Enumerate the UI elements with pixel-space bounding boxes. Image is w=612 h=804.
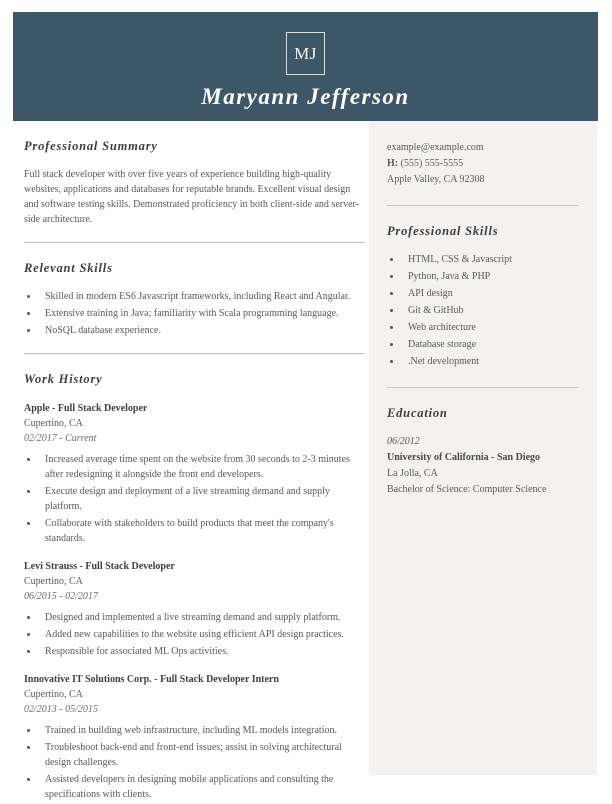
list-item: • Troubleshoot back-end and front-end issues; assist in solving architectural design challenges. xyxy=(39,740,365,770)
job-bullet-list xyxy=(39,452,365,546)
list-item: • Responsible for associated ML Ops activities. xyxy=(39,644,365,659)
education-heading: Education xyxy=(387,406,448,420)
education-school: University of California - San Diego xyxy=(387,452,541,463)
list-item: • Increased average time spent on the website from 30 seconds to 2-3 minutes after redesigning it alongside the front end developers. xyxy=(39,452,365,482)
work-history-heading: Work History xyxy=(24,371,103,386)
job-entry xyxy=(24,559,365,659)
section-relevant-skills xyxy=(24,259,365,338)
section-professional-summary xyxy=(24,137,365,227)
education-location: La Jolla, CA xyxy=(387,468,438,479)
relevant-skills-heading: Relevant Skills xyxy=(24,260,113,275)
professional-skills-heading: Professional Skills xyxy=(387,224,499,238)
section-divider xyxy=(387,387,579,388)
education-date: 06/2012 xyxy=(387,436,420,447)
contact-phone xyxy=(387,156,579,172)
contact-block xyxy=(387,140,579,188)
job-dates: 02/2017 - Current xyxy=(24,433,97,445)
candidate-name: Maryann Jefferson xyxy=(201,84,410,109)
job-entry xyxy=(24,401,365,546)
phone-number: (555) 555-5555 xyxy=(400,158,464,169)
summary-text: Full stack developer with over five years of experience building high-quality websites, applications and databases for reputable brands. Excellent visual design and software testing skills. Demonstrated proficiency in both client-side and server-side architecture. xyxy=(24,168,359,225)
list-item: • Collaborate with stakeholders to build products that meet the company's standards. xyxy=(39,516,365,546)
job-title: Levi Strauss - Full Stack Developer xyxy=(24,561,175,573)
list-item: • API design xyxy=(402,286,579,302)
list-item: • Extensive training in Java; familiarity with Scala programming language. xyxy=(39,306,365,321)
monogram-badge xyxy=(286,32,325,75)
job-title: Apple - Full Stack Developer xyxy=(24,403,148,415)
list-item: • .Net development xyxy=(402,354,579,370)
list-item: • Web architecture xyxy=(402,320,579,336)
section-education xyxy=(387,403,579,498)
monogram-initials: MJ xyxy=(294,43,317,63)
contact-address: Apple Valley, CA 92308 xyxy=(387,174,485,185)
list-item: • Designed and implemented a live streaming demand and supply platform. xyxy=(39,610,365,625)
job-bullet-list xyxy=(39,610,365,659)
section-divider xyxy=(24,353,365,354)
list-item: • Added new capabilities to the website using efficient API design practices. xyxy=(39,627,365,642)
section-divider xyxy=(387,205,579,206)
section-professional-skills xyxy=(387,221,579,370)
job-title: Innovative IT Solutions Corp. - Full Stack Developer Intern xyxy=(24,674,279,686)
job-entry xyxy=(24,672,365,802)
relevant-skills-list xyxy=(39,289,365,338)
phone-label: H: xyxy=(387,158,399,169)
list-item: • Trained in building web infrastructure, including ML models integration. xyxy=(39,723,365,738)
list-item: • Python, Java & PHP xyxy=(402,269,579,285)
list-item: • Assisted developers in designing mobile applications and consulting the specifications with clients. xyxy=(39,772,365,802)
contact-email: example@example.com xyxy=(387,142,484,153)
list-item: • Database storage xyxy=(402,337,579,353)
section-work-history xyxy=(24,370,365,803)
list-item: • Git & GitHub xyxy=(402,303,579,319)
professional-skills-list xyxy=(402,252,579,370)
job-location: Cupertino, CA xyxy=(24,576,83,588)
job-location: Cupertino, CA xyxy=(24,689,83,701)
list-item: • Execute design and deployment of a live streaming demand and supply platform. xyxy=(39,484,365,514)
summary-heading: Professional Summary xyxy=(24,139,158,153)
list-item: • NoSQL database experience. xyxy=(39,323,365,338)
section-divider xyxy=(24,242,365,243)
list-item: • Skilled in modern ES6 Javascript frameworks, including React and Angular. xyxy=(39,289,365,304)
job-location: Cupertino, CA xyxy=(24,418,83,430)
education-degree: Bachelor of Science: Computer Science xyxy=(387,484,547,495)
job-dates: 06/2015 - 02/2017 xyxy=(24,591,98,603)
resume-header xyxy=(13,12,598,121)
sidebar-column xyxy=(369,121,597,775)
job-dates: 02/2013 - 05/2015 xyxy=(24,704,98,716)
job-bullet-list xyxy=(39,723,365,802)
main-column xyxy=(24,121,365,804)
list-item: • HTML, CSS & Javascript xyxy=(402,252,579,268)
